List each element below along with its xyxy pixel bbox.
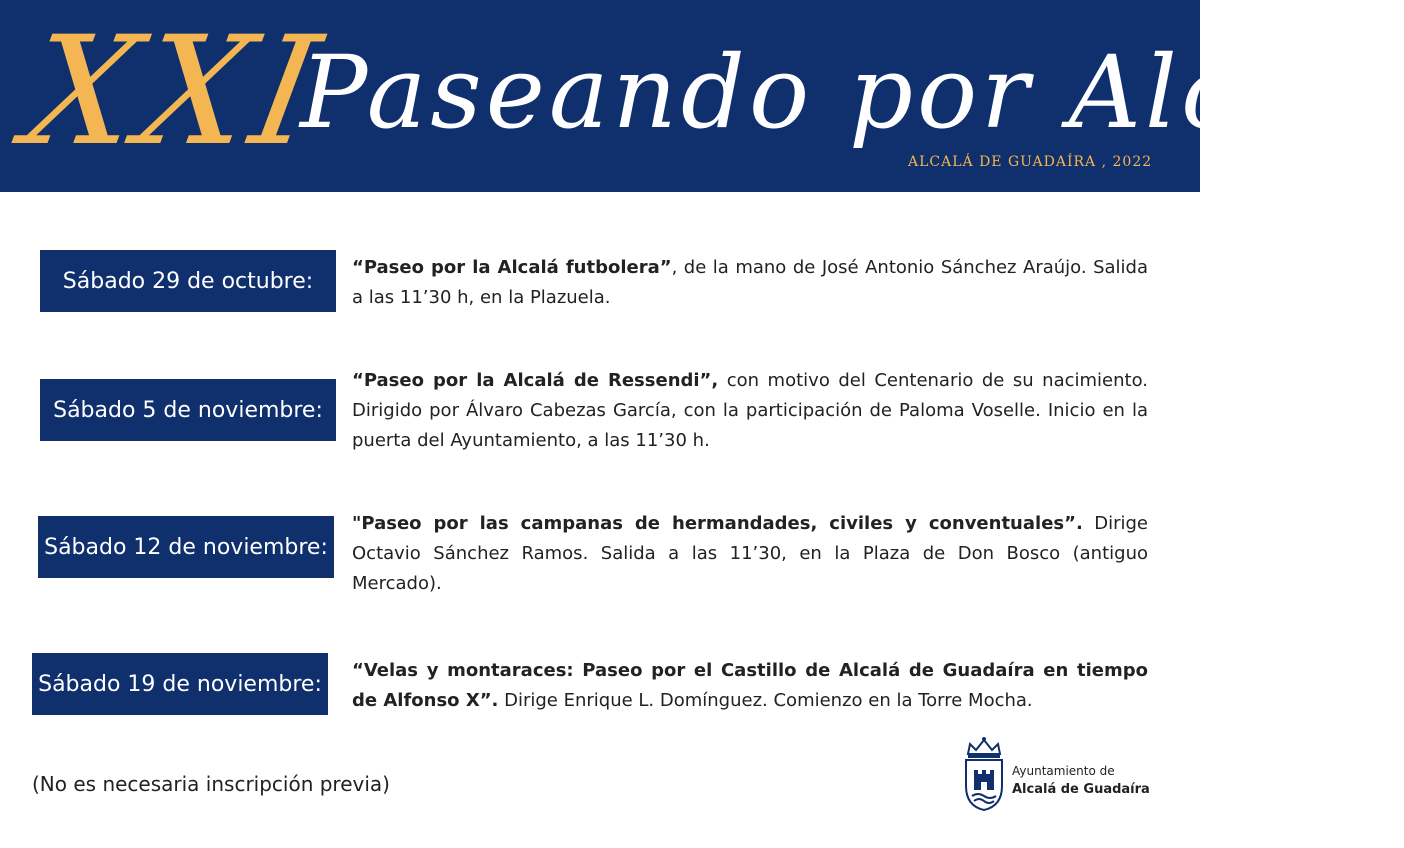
event-title-2: “Paseo por la Alcalá de Ressendi”,: [352, 370, 719, 391]
event-description-3: [352, 509, 1148, 599]
event-title-1: “Paseo por la Alcalá futbolera”: [352, 257, 672, 278]
event-description-2: [352, 366, 1148, 456]
event-description-4: [352, 656, 1148, 716]
event-date-3: Sábado 12 de noviembre:: [38, 516, 334, 578]
header-banner: [0, 0, 1404, 192]
page-subtitle: ALCALÁ DE GUADAÍRA , 2022: [908, 154, 1153, 170]
event-details-4: Dirige Enrique L. Domínguez. Comienzo en la Torre Mocha.: [498, 690, 1033, 711]
event-date-1: Sábado 29 de octubre:: [40, 250, 336, 312]
logo-text-line1: Ayuntamiento de: [1012, 764, 1115, 778]
event-details-2: con motivo del Centenario de su nacimiento. Dirigido por Álvaro Cabezas García, con la participación de Paloma Voselle. Inicio en la puerta del Ayuntamiento, a las 11’30 h.: [352, 370, 1148, 451]
city-council-logo: [962, 736, 1150, 812]
event-title-4: “Velas y montaraces: Paseo por el Castillo de Alcalá de Guadaíra en tiempo de Alfonso X”.: [352, 660, 1148, 711]
registration-note: (No es necesaria inscripción previa): [32, 772, 390, 796]
event-title-3: "Paseo por las campanas de hermandades, civiles y conventuales”.: [352, 513, 1083, 534]
event-details-3: Dirige Octavio Sánchez Ramos. Salida a las 11’30, en la Plaza de Don Bosco (antiguo Mercado).: [352, 513, 1148, 594]
edition-number: XXI: [14, 5, 337, 179]
coat-of-arms-icon: [962, 736, 1006, 812]
event-description-1: [352, 253, 1148, 313]
event-date-2: Sábado 5 de noviembre:: [40, 379, 336, 441]
logo-text-line2: Alcalá de Guadaíra: [1012, 782, 1150, 797]
event-details-1: , de la mano de José Antonio Sánchez Araújo. Salida a las 11’30 h, en la Plazuela.: [352, 257, 1148, 308]
page-title: Paseando por Alcalá: [300, 34, 1404, 151]
event-date-4: Sábado 19 de noviembre:: [32, 653, 328, 715]
